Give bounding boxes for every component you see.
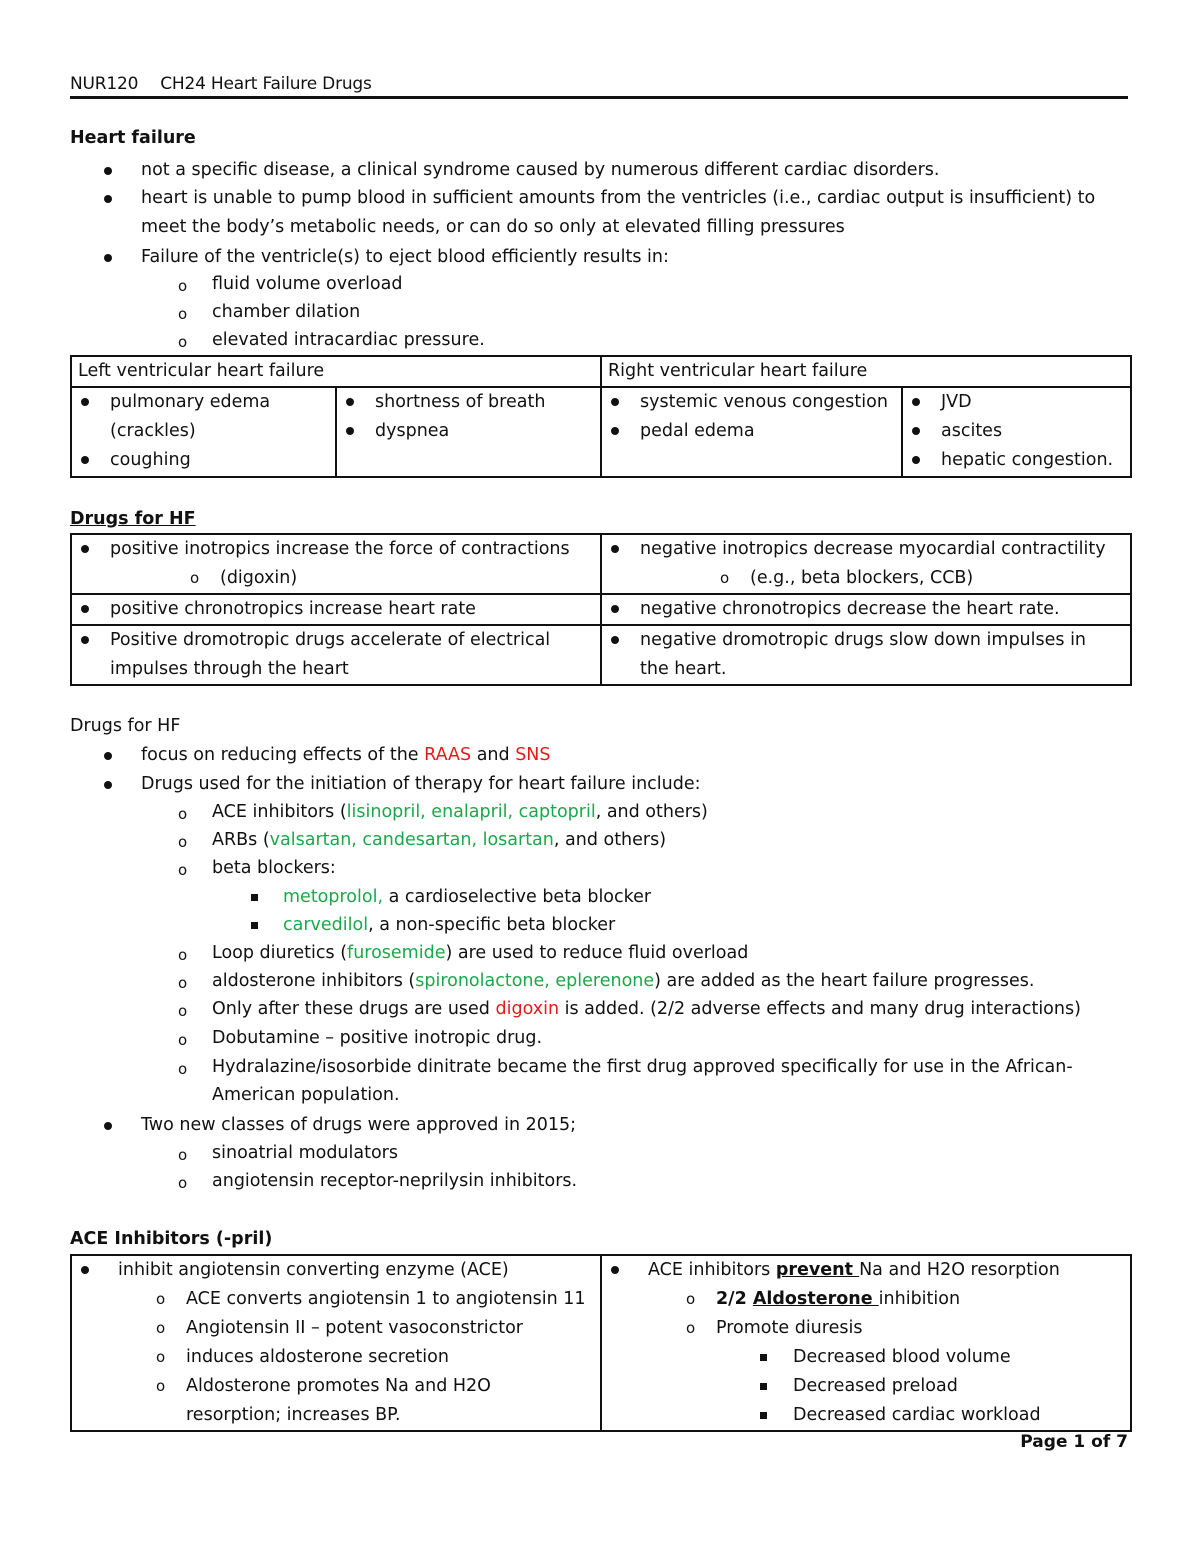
list-item-continuation: meet the body’s metabolic needs, or can do so only at elevated filling pressures (141, 217, 845, 237)
list-item: heart is unable to pump blood in sufficient amounts from the ventricles (i.e., cardiac output is insufficient) to (100, 184, 1095, 213)
lv-header: Left ventricular heart failure (71, 356, 601, 387)
list-item: Failure of the ventricle(s) to eject blood efficiently results in: (100, 243, 669, 272)
lv-cell-1: pulmonary edema (crackles) coughing (71, 387, 336, 477)
ace-effects-cell: ACE inhibitors prevent Na and H2O resorption o 2/2 Aldosterone inhibition o Promote diuresis Decreased blood volume Decreased preload Decreased cardiac workload (601, 1255, 1131, 1431)
rv-header: Right ventricular heart failure (601, 356, 1131, 387)
list-item: focus on reducing effects of the RAAS and SNS (100, 741, 551, 770)
negative-inotropics-cell: negative inotropics decrease myocardial contractility o (e.g., beta blockers, CCB) (601, 534, 1131, 594)
page-header (70, 74, 1128, 99)
negative-chronotropics-cell: negative chronotropics decrease the heart rate. (601, 594, 1131, 625)
ace-mechanism-cell: inhibit angiotensin converting enzyme (ACE) o ACE converts angiotensin 1 to angiotensin 11 o Angiotensin II – potent vasoconstrictor o induces aldosterone secretion o Aldosterone promotes Na and H2O resorption; increases BP. (71, 1255, 601, 1431)
list-item: Drugs used for the initiation of therapy for heart failure include: (100, 770, 701, 799)
list-item: Two new classes of drugs were approved in 2015; (100, 1111, 576, 1140)
sub-list-item-continuation: American population. (212, 1085, 400, 1105)
section-title-ace-inhibitors: ACE Inhibitors (-pril) (70, 1229, 273, 1249)
drug-effects-table (70, 533, 1132, 686)
positive-dromotropic-cell: Positive dromotropic drugs accelerate of electrical impulses through the heart (71, 625, 601, 685)
negative-dromotropic-cell: negative dromotropic drugs slow down impulses in the heart. (601, 625, 1131, 685)
rv-cell-1: systemic venous congestion pedal edema (601, 387, 902, 477)
rv-cell-2: JVD ascites hepatic congestion. (902, 387, 1131, 477)
course-code: NUR120 (70, 74, 139, 94)
lv-rv-table (70, 355, 1132, 478)
lv-cell-2: shortness of breath dyspnea (336, 387, 601, 477)
chapter-title: CH24 Heart Failure Drugs (160, 74, 372, 94)
ace-inhibitors-table (70, 1254, 1132, 1432)
positive-inotropics-cell: positive inotropics increase the force of contractions o (digoxin) (71, 534, 601, 594)
section-title-drugs-for-hf-2: Drugs for HF (70, 716, 181, 736)
page-number: Page 1 of 7 (1020, 1432, 1128, 1452)
section-title-heart-failure: Heart failure (70, 128, 196, 148)
positive-chronotropics-cell: positive chronotropics increase heart rate (71, 594, 601, 625)
section-title-drugs-for-hf: Drugs for HF (70, 509, 196, 529)
list-item: not a specific disease, a clinical syndrome caused by numerous different cardiac disorders. (100, 156, 939, 185)
